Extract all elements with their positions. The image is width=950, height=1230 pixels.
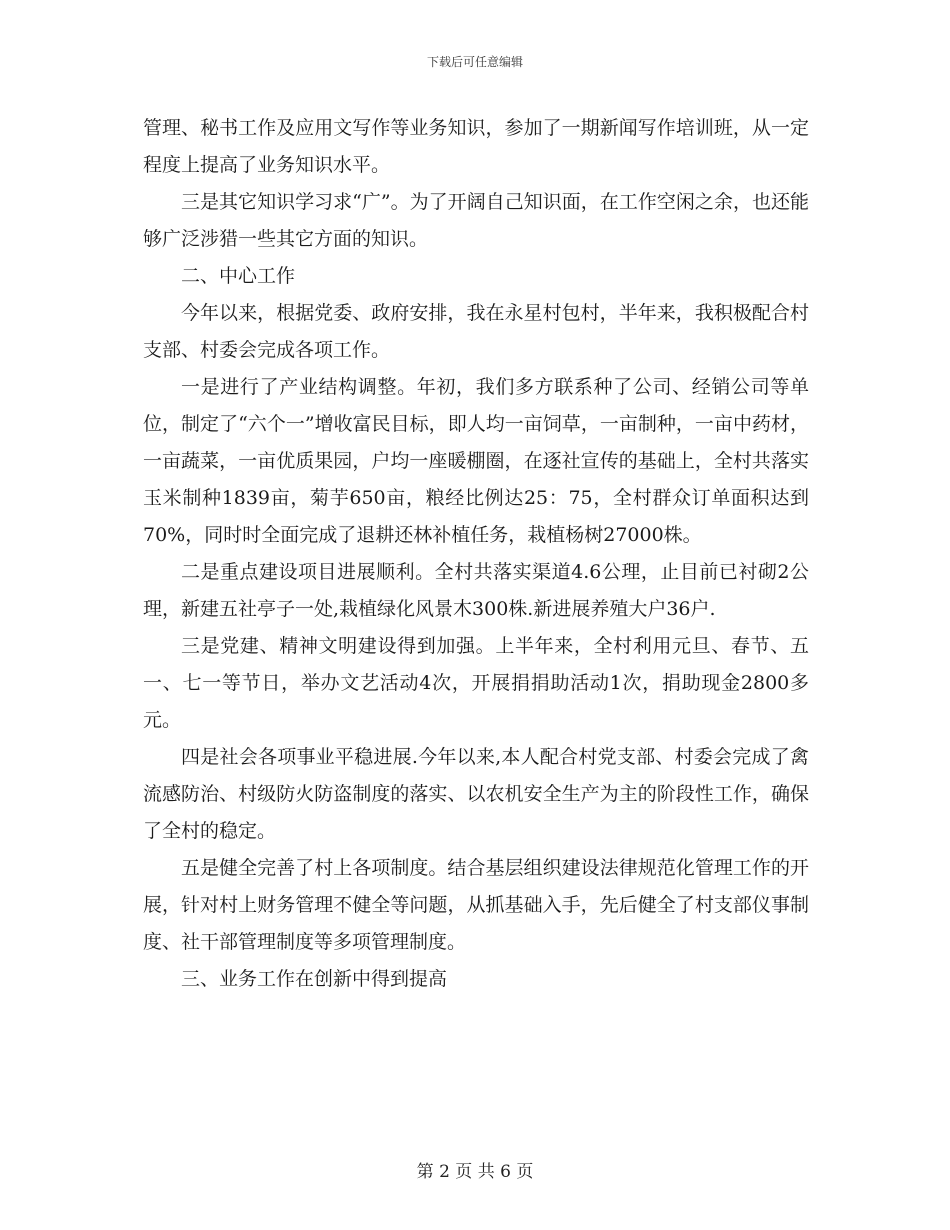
paragraph: 一是进行了产业结构调整。年初，我们多方联系种了公司、经销公司等单位，制定了“六个一”增收富民目标，即人均一亩饲草，一亩制种，一亩中药材，一亩蔬菜，一亩优质果园，户均一座暖棚圈，在逐社宣传的基础上，全村共落实玉米制种1839亩，菊芋650亩，粮经比例达25：75，全村群众订单面积达到70%，同时时全面完成了退耕还林补植任务，栽植杨树27000株。 bbox=[143, 376, 809, 546]
section-heading: 二、中心工作 bbox=[181, 265, 296, 287]
document-body bbox=[143, 110, 809, 998]
page-header: 下载后可任意编辑 bbox=[426, 55, 523, 69]
paragraph: 五是健全完善了村上各项制度。结合基层组织建设法律规范化管理工作的开展，针对村上财务管理不健全等问题，从抓基础入手，先后健全了村支部仪事制度、社干部管理制度等多项管理制度。 bbox=[143, 857, 809, 953]
page-footer: 第 2 页 共 6 页 bbox=[416, 1162, 534, 1182]
paragraph: 四是社会各项事业平稳进展.今年以来,本人配合村党支部、村委会完成了禽流感防治、村级防火防盗制度的落实、以农机安全生产为主的阶段性工作，确保了全村的稳定。 bbox=[143, 746, 809, 842]
paragraph: 管理、秘书工作及应用文写作等业务知识，参加了一期新闻写作培训班，从一定程度上提高了业务知识水平。 bbox=[143, 117, 809, 176]
paragraph: 三是党建、精神文明建设得到加强。上半年来，全村利用元旦、春节、五一、七一等节日，举办文艺活动4次，开展捐捐助活动1次，捐助现金2800多元。 bbox=[143, 635, 809, 731]
paragraph: 三是其它知识学习求“广”。为了开阔自己知识面，在工作空闲之余，也还能够广泛涉猎一些其它方面的知识。 bbox=[143, 191, 809, 250]
section-heading: 三、业务工作在创新中得到提高 bbox=[181, 968, 448, 990]
paragraph: 今年以来，根据党委、政府安排，我在永星村包村，半年来，我积极配合村支部、村委会完成各项工作。 bbox=[143, 302, 809, 361]
paragraph: 二是重点建设项目进展顺利。全村共落实渠道4.6公理，止目前已衬砌2公理，新建五社亭子一处,栽植绿化风景木300株.新进展养殖大户36户. bbox=[143, 561, 809, 620]
